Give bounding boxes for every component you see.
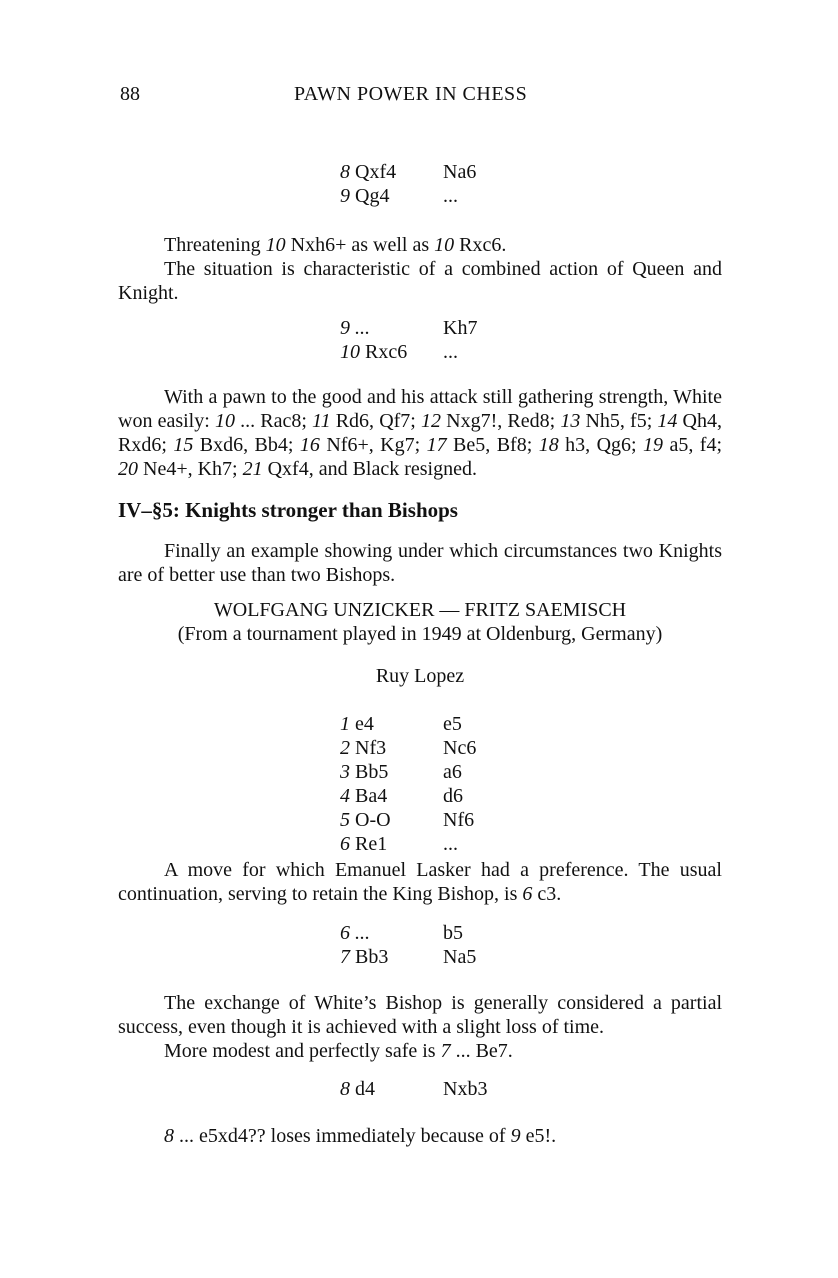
move-number: 10 — [214, 410, 235, 432]
text: e5!. — [520, 1125, 557, 1147]
text: ... Rac8; — [234, 410, 313, 432]
move-row — [340, 184, 476, 208]
move-row — [340, 760, 476, 784]
move-row — [340, 316, 477, 340]
text: Rd6, Qf7; — [330, 410, 421, 432]
move-number: 6 — [522, 883, 533, 905]
move-number: 8 — [340, 1078, 350, 1100]
move-row — [340, 160, 476, 184]
running-title: PAWN POWER IN CHESS — [294, 83, 528, 105]
move-number: 18 — [538, 434, 559, 456]
game-event: (From a tournament played in 1949 at Oldenburg, Germany) — [177, 623, 663, 645]
move-number: 16 — [299, 434, 320, 456]
move-number: 6 — [340, 833, 350, 855]
move-number: 9 — [340, 185, 350, 207]
move-number: 8 — [340, 161, 350, 183]
text: h3, Qg6; — [558, 434, 644, 456]
white-move: Qxf4 — [355, 161, 397, 183]
text: Threatening — [164, 234, 266, 256]
black-move: Nc6 — [443, 737, 477, 759]
move-row — [340, 1077, 487, 1101]
move-number: 6 ... — [340, 922, 370, 944]
move-list-4 — [340, 921, 476, 969]
text: The exchange of White’s Bishop is generally considered a partial success, even though it is achieved with a slight loss of time. — [118, 992, 722, 1038]
white-move: e4 — [355, 713, 374, 735]
text: Rxc6. — [454, 234, 507, 256]
black-move: ... — [443, 185, 458, 207]
text: Nh5, f5; — [580, 410, 658, 432]
white-move: O-O — [355, 809, 391, 831]
move-number: 7 — [440, 1040, 451, 1062]
move-number: 9 ... — [340, 317, 370, 339]
move-number: 17 — [426, 434, 447, 456]
text: More modest and perfectly safe is — [164, 1040, 441, 1062]
black-move: Nxb3 — [443, 1078, 488, 1100]
text: a5, f4; — [663, 434, 723, 456]
paragraph-intro: Finally an example showing under which circumstances two Knights are of better use than two Bishops. — [118, 540, 722, 586]
text: Qh4, Rxd6; — [118, 410, 722, 456]
black-move: Na5 — [443, 946, 477, 968]
text: ... e5xd4?? loses immediately because of — [174, 1125, 511, 1147]
section-heading: IV–§5: Knights stronger than Bishops — [118, 498, 458, 522]
white-move: Nf3 — [355, 737, 387, 759]
black-move: b5 — [443, 922, 463, 944]
text: Nxg7!, Red8; — [441, 410, 561, 432]
paragraph-lasker — [118, 858, 722, 906]
move-list-2 — [340, 316, 477, 364]
move-number: 12 — [421, 410, 441, 432]
running-header — [120, 82, 720, 106]
text: Nxh6+ as well as — [285, 234, 435, 256]
move-number: 10 — [340, 341, 360, 363]
move-row — [340, 808, 476, 832]
text: Ne4+, Kh7; — [138, 458, 243, 480]
game-players: WOLFGANG UNZICKER — FRITZ SAEMISCH — [213, 599, 627, 621]
move-number: 13 — [560, 410, 581, 432]
black-move: a6 — [443, 761, 462, 783]
text: With a pawn to the good and his attack still gathering strength, White won easily: — [118, 386, 722, 432]
paragraph-game-conclusion — [118, 385, 722, 481]
text: ... Be7. — [450, 1040, 513, 1062]
text: Nf6+, Kg7; — [319, 434, 427, 456]
black-move: e5 — [443, 713, 462, 735]
page-number: 88 — [120, 83, 140, 105]
white-move: d4 — [355, 1078, 375, 1100]
move-row — [340, 945, 476, 969]
move-number: 10 — [265, 234, 286, 256]
text: Qxf4, and Black resigned. — [262, 458, 477, 480]
white-move: Ba4 — [355, 785, 388, 807]
opening-name: Ruy Lopez — [375, 665, 465, 687]
white-move: Rxc6 — [365, 341, 408, 363]
move-number: 4 — [340, 785, 350, 807]
black-move: ... — [443, 833, 458, 855]
paragraph-e5xd4 — [118, 1124, 722, 1148]
move-list-1 — [340, 160, 476, 208]
text: The situation is characteristic of a combined action of Queen and Knight. — [118, 258, 722, 304]
move-number: 1 — [340, 713, 350, 735]
white-move: Qg4 — [355, 185, 390, 207]
move-number: 2 — [340, 737, 350, 759]
move-number: 5 — [340, 809, 350, 831]
move-row — [340, 921, 476, 945]
move-number: 10 — [434, 234, 455, 256]
white-move: Bb5 — [355, 761, 389, 783]
move-row — [340, 736, 476, 760]
move-number: 3 — [340, 761, 350, 783]
paragraph-threat — [118, 233, 722, 305]
move-number: 14 — [657, 410, 678, 432]
text: A move for which Emanuel Lasker had a preference. The usual continuation, serving to retain the King Bishop, is — [118, 859, 722, 905]
move-row — [340, 832, 476, 856]
move-row — [340, 340, 477, 364]
move-number: 19 — [643, 434, 664, 456]
black-move: Kh7 — [443, 317, 478, 339]
move-row — [340, 784, 476, 808]
move-number: 8 — [164, 1125, 174, 1147]
text: Be5, Bf8; — [446, 434, 539, 456]
move-number: 11 — [312, 410, 331, 432]
move-number: 15 — [173, 434, 194, 456]
black-move: Nf6 — [443, 809, 475, 831]
text: Bxd6, Bb4; — [193, 434, 300, 456]
black-move: Na6 — [443, 161, 477, 183]
black-move: ... — [443, 341, 458, 363]
white-move: Re1 — [355, 833, 388, 855]
move-list-3 — [340, 712, 476, 856]
move-number: 9 — [510, 1125, 521, 1147]
paragraph-exchange — [118, 991, 722, 1063]
move-number: 20 — [118, 458, 138, 480]
move-row — [340, 712, 476, 736]
text: c3. — [532, 883, 562, 905]
move-list-5 — [340, 1077, 487, 1101]
white-move: Bb3 — [355, 946, 389, 968]
move-number: 21 — [242, 458, 263, 480]
move-number: 7 — [340, 946, 350, 968]
black-move: d6 — [443, 785, 463, 807]
